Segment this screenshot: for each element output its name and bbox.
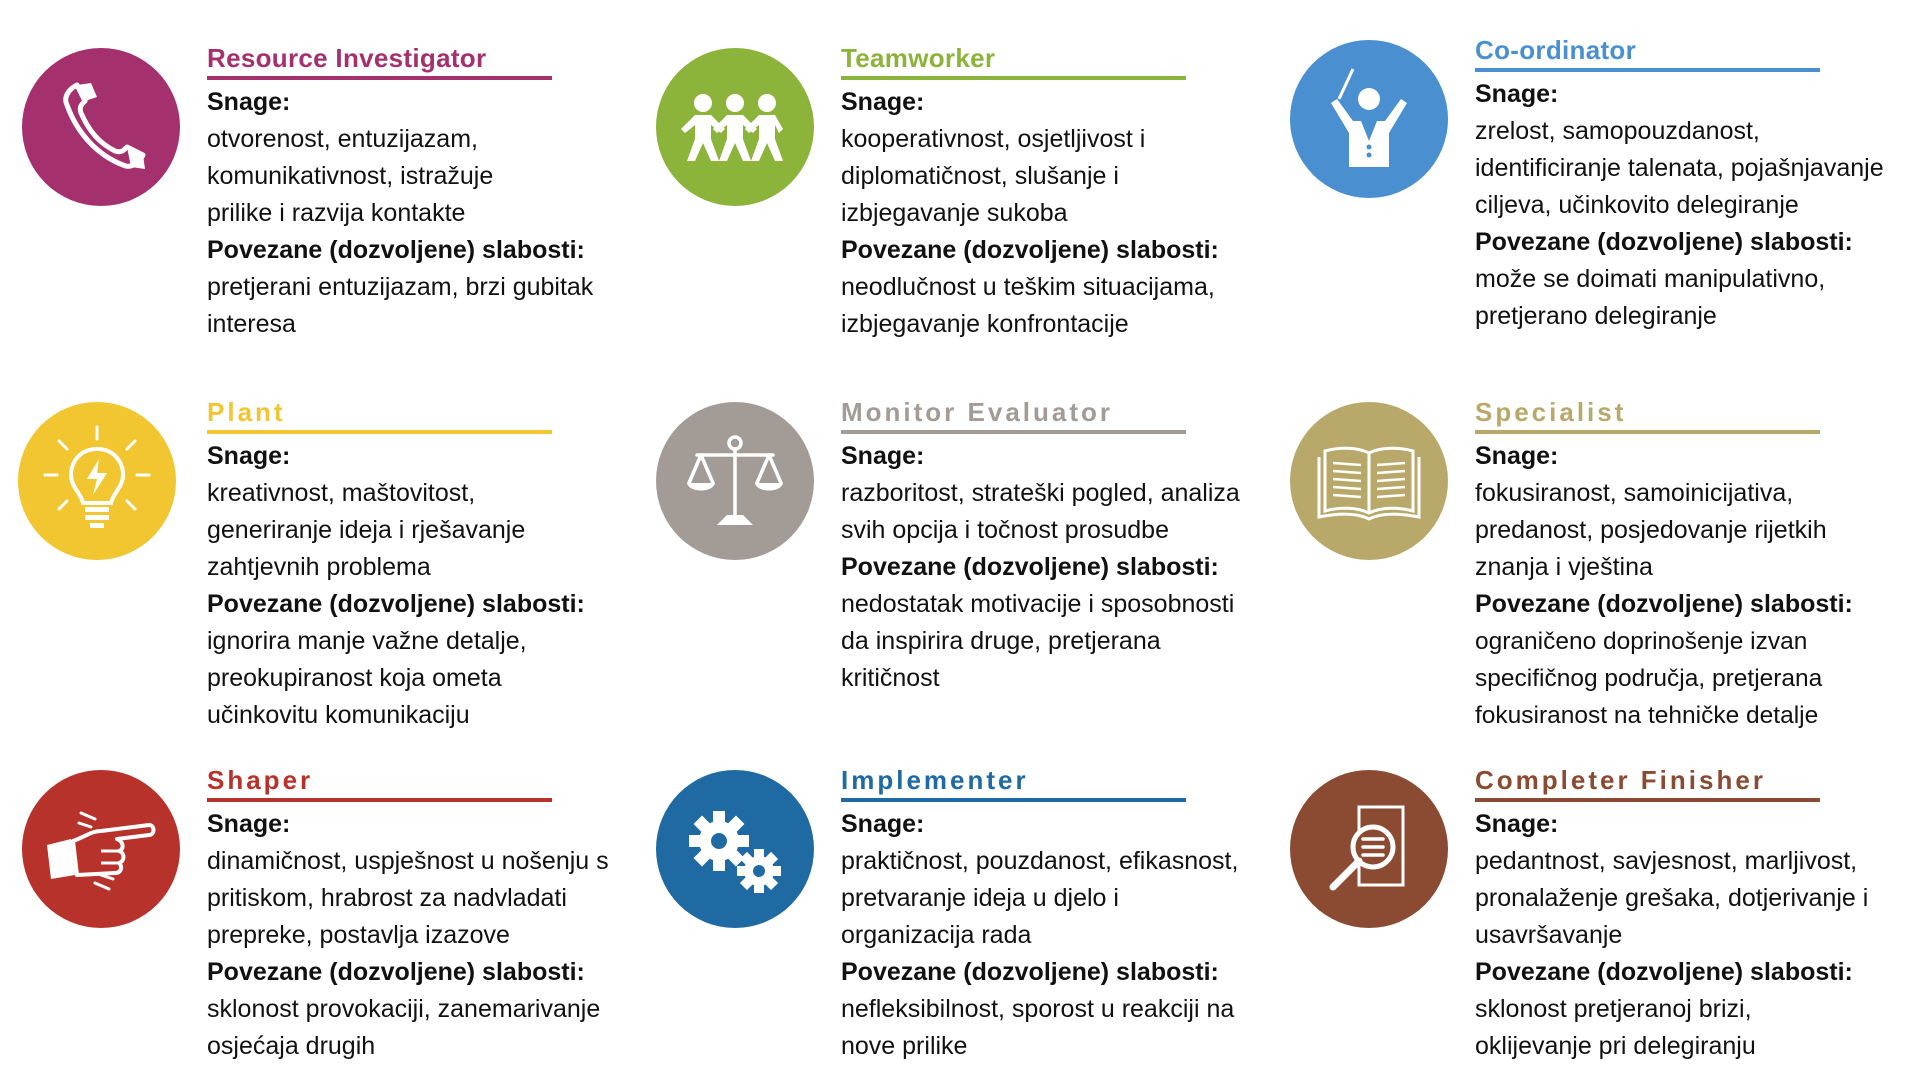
role-title: Monitor Evaluator xyxy=(841,394,1186,434)
weaknesses-text: pretjerani entuzijazam, brzi gubitak interesa xyxy=(207,273,594,338)
strengths-label: Snage: xyxy=(1475,80,1559,108)
strengths-label: Snage: xyxy=(207,442,291,470)
weaknesses-text: sklonost provokaciji, zanemarivanje osjećaja drugih xyxy=(207,995,601,1060)
strengths-text: zrelost, samopouzdanost, identificiranje talenata, pojašnjavanje ciljeva, učinkovito delegiranje xyxy=(1475,117,1884,219)
strengths-label: Snage: xyxy=(841,442,925,470)
role-title: Resource Investigator xyxy=(207,40,552,80)
role-title: Specialist xyxy=(1475,394,1820,434)
role-resource-investigator xyxy=(22,40,656,394)
role-title: Teamworker xyxy=(841,40,1186,80)
role-title: Plant xyxy=(207,394,552,434)
strengths-text: pedantnost, savjesnost, marljivost, pronalaženje grešaka, dotjerivanje i usavršavanje xyxy=(1475,847,1869,949)
lightbulb-icon xyxy=(18,402,176,560)
weaknesses-label: Povezane (dozvoljene) slabosti: xyxy=(207,958,585,986)
weaknesses-label: Povezane (dozvoljene) slabosti: xyxy=(841,236,1219,264)
people-icon xyxy=(656,48,814,206)
weaknesses-text: ograničeno doprinošenje izvan specifičnog područja, pretjerana fokusiranost na tehničke detalje xyxy=(1475,628,1823,729)
role-monitor-evaluator xyxy=(656,394,1290,762)
weaknesses-label: Povezane (dozvoljene) slabosti: xyxy=(1475,228,1853,256)
strengths-text: kooperativnost, osjetljivost i diplomatičnost, slušanje i izbjegavanje sukoba xyxy=(841,125,1146,227)
magnifier-document-icon xyxy=(1290,770,1448,928)
role-specialist xyxy=(1290,394,1902,762)
role-plant xyxy=(22,394,656,762)
strengths-label: Snage: xyxy=(1475,810,1559,838)
team-roles-grid xyxy=(22,35,1902,1070)
strengths-text: kreativnost, maštovitost, generiranje ideja i rješavanje zahtjevnih problema xyxy=(207,479,526,581)
strengths-text: dinamičnost, uspješnost u nošenju s pritiskom, hrabrost za nadvladati prepreke, postavlja izazove xyxy=(207,847,609,949)
conductor-icon xyxy=(1290,40,1448,198)
weaknesses-label: Povezane (dozvoljene) slabosti: xyxy=(1475,958,1853,986)
weaknesses-text: može se doimati manipulativno, pretjerano delegiranje xyxy=(1475,265,1826,330)
weaknesses-label: Povezane (dozvoljene) slabosti: xyxy=(207,236,585,264)
strengths-label: Snage: xyxy=(1475,442,1559,470)
role-teamworker xyxy=(656,40,1290,394)
role-implementer xyxy=(656,762,1290,1070)
book-icon xyxy=(1290,402,1448,560)
weaknesses-text: ignorira manje važne detalje, preokupiranost koja ometa učinkovitu komunikaciju xyxy=(207,627,527,729)
role-title: Shaper xyxy=(207,762,552,802)
weaknesses-text: nefleksibilnost, sporost u reakciji na nove prilike xyxy=(841,995,1235,1060)
strengths-label: Snage: xyxy=(841,88,925,116)
pointing-hand-icon xyxy=(22,770,180,928)
gears-icon xyxy=(656,770,814,928)
strengths-text: praktičnost, pouzdanost, efikasnost, pretvaranje ideja u djelo i organizacija rada xyxy=(841,847,1239,949)
strengths-label: Snage: xyxy=(841,810,925,838)
weaknesses-label: Povezane (dozvoljene) slabosti: xyxy=(207,590,585,618)
role-title: Completer Finisher xyxy=(1475,762,1820,802)
role-shaper xyxy=(22,762,656,1070)
scales-icon xyxy=(656,402,814,560)
role-completer-finisher xyxy=(1290,762,1902,1070)
strengths-label: Snage: xyxy=(207,88,291,116)
weaknesses-label: Povezane (dozvoljene) slabosti: xyxy=(841,553,1219,581)
strengths-text: fokusiranost, samoinicijativa, predanost, posjedovanje rijetkih znanja i vještina xyxy=(1475,479,1827,581)
weaknesses-text: sklonost pretjeranoj brizi, oklijevanje pri delegiranju xyxy=(1475,995,1756,1060)
strengths-text: otvorenost, entuzijazam, komunikativnost, istražuje prilike i razvija kontakte xyxy=(207,125,494,227)
role-co-ordinator xyxy=(1290,32,1902,386)
weaknesses-label: Povezane (dozvoljene) slabosti: xyxy=(841,958,1219,986)
role-title: Implementer xyxy=(841,762,1186,802)
strengths-label: Snage: xyxy=(207,810,291,838)
weaknesses-text: nedostatak motivacije i sposobnosti da inspirira druge, pretjerana kritičnost xyxy=(841,590,1235,692)
weaknesses-text: neodlučnost u teškim situacijama, izbjegavanje konfrontacije xyxy=(841,273,1215,338)
role-title: Co-ordinator xyxy=(1475,32,1820,72)
weaknesses-label: Povezane (dozvoljene) slabosti: xyxy=(1475,590,1853,618)
strengths-text: razboritost, strateški pogled, analiza svih opcija i točnost prosudbe xyxy=(841,479,1240,544)
phone-icon xyxy=(22,48,180,206)
